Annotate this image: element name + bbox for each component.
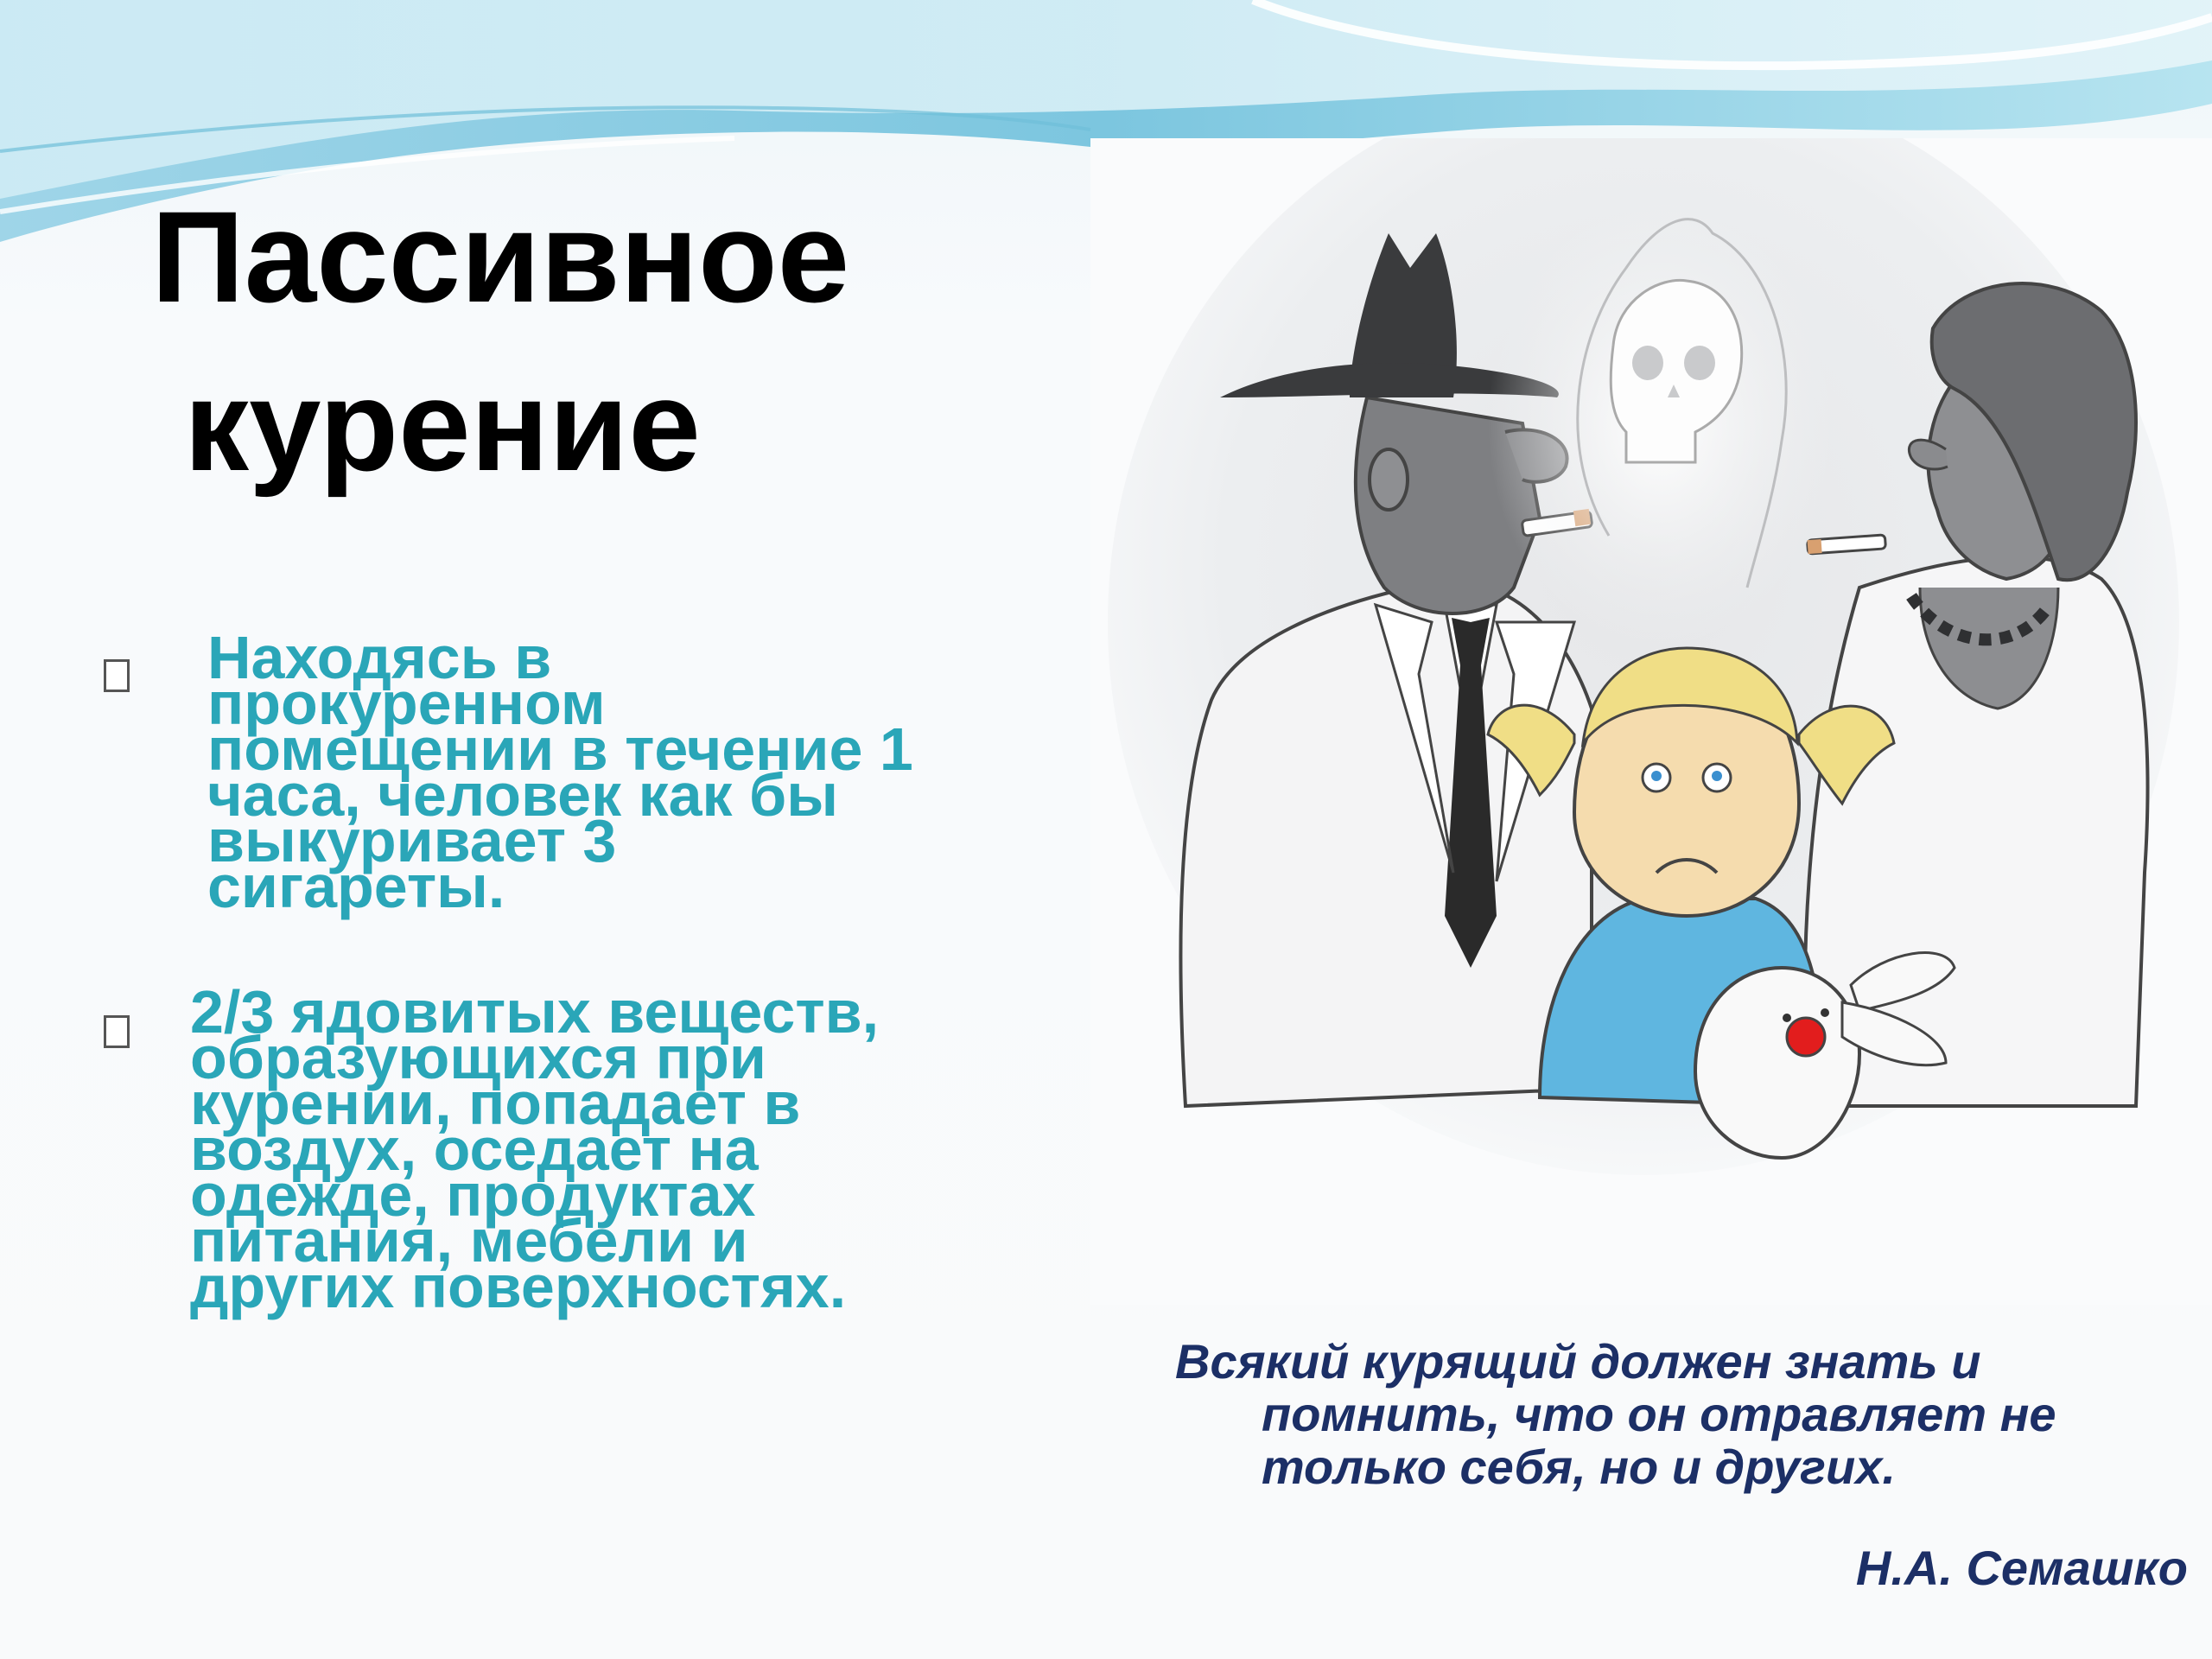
quote-line: Всякий курящий должен знать и: [1175, 1334, 1981, 1389]
checkbox-outline-icon: [104, 659, 130, 692]
title-line: Пассивное: [151, 184, 850, 329]
quote-line: помнить, что он отравляет не: [1262, 1387, 2056, 1441]
skull-smoke: [1488, 199, 1834, 648]
bullet-text: Находясь в прокуренном помещении в течение 1 часа, человек как бы выкуривает 3 сигареты.: [207, 624, 913, 920]
title-line: курение: [184, 353, 701, 498]
bullet-list: [0, 0, 1089, 1382]
cartoon-passive-smoking-illustration: [1090, 138, 2212, 1305]
quote-line: только себя, но и других.: [1262, 1440, 1896, 1494]
bullet-text: 2/3 ядовитых веществ, образующихся при курении, попадает в воздух, оседает на одежде, продуктах питания, мебели и других поверхностях.: [190, 978, 880, 1320]
quote: [1175, 1335, 2195, 1493]
checkbox-outline-icon: [104, 1015, 130, 1048]
quote-author: Н.А. Семашко: [1855, 1541, 2188, 1595]
